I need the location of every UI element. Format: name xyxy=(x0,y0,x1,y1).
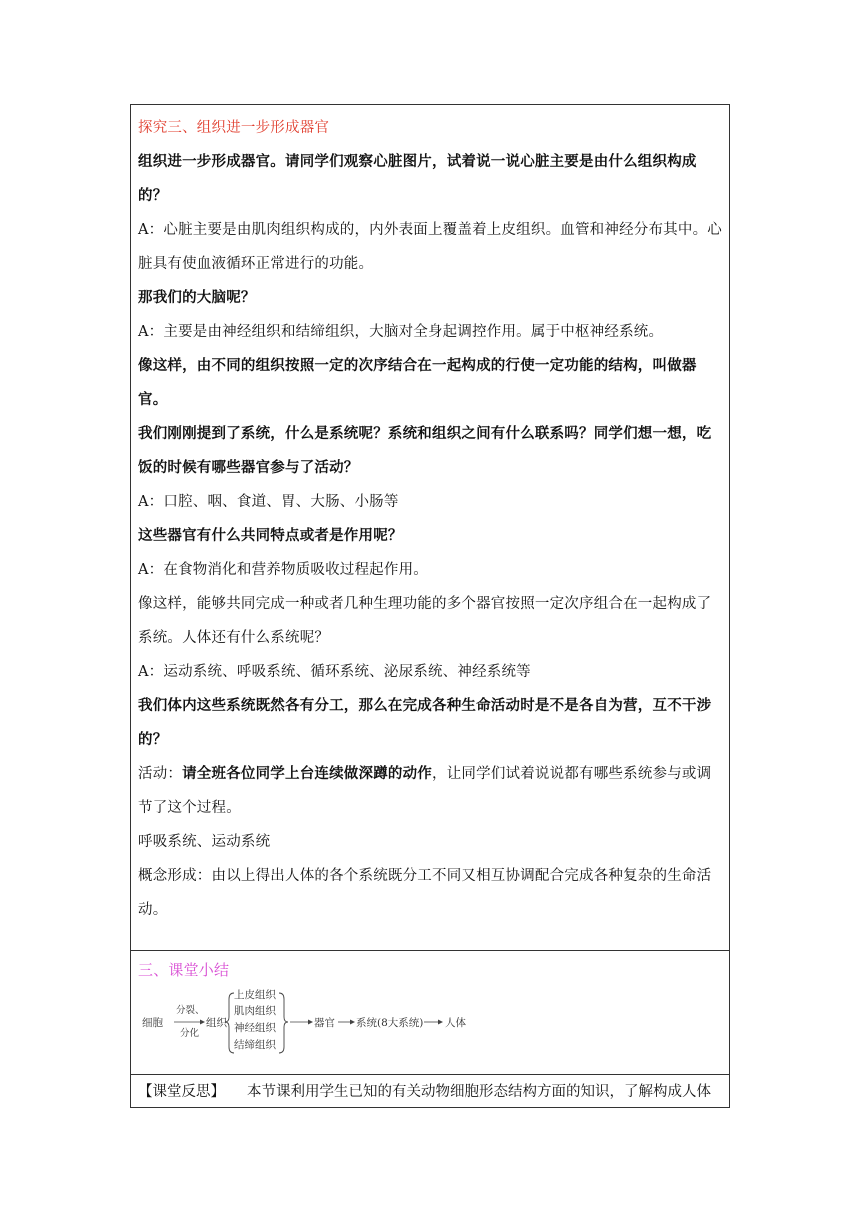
definition-paragraph: 像这样，能够共同完成一种或者几种生理功能的多个器官按照一定次序组合在一起构成了系统。人体还有什么系统呢？ xyxy=(138,596,712,646)
question-paragraph: 这些器官有什么共同特点或者是作用呢？ xyxy=(138,527,403,544)
activity-prefix: 活动： xyxy=(138,766,183,782)
reflection-tag: 【课堂反思】 xyxy=(138,1084,225,1100)
hierarchy-diagram xyxy=(138,987,723,1067)
answer-paragraph: A：心脏主要是由肌肉组织构成的，内外表面上覆盖着上皮组织。血管和神经分布其中。心脏具有使血液循环正常进行的功能。 xyxy=(138,222,722,272)
diagram-tissue-type: 上皮组织 xyxy=(234,989,276,1001)
diagram-tissue: 组织 xyxy=(206,1017,227,1029)
answer-paragraph: A：在食物消化和营养物质吸收过程起作用。 xyxy=(138,562,428,578)
question-paragraph: 那我们的大脑呢？ xyxy=(138,289,256,306)
diagram-tissue-type: 肌肉组织 xyxy=(234,1005,276,1017)
reflection-text: 本节课利用学生已知的有关动物细胞形态结构方面的知识，了解构成人体 xyxy=(247,1084,711,1100)
answer-paragraph: A：主要是由神经组织和结缔组织，大脑对全身起调控作用。属于中枢神经系统。 xyxy=(138,324,664,340)
diagram-arrow-bottom: 分化 xyxy=(180,1028,200,1039)
question-paragraph: 我们刚刚提到了系统，什么是系统呢？系统和组织之间有什么联系吗？同学们想一想，吃饭的时候有哪些器官参与了活动？ xyxy=(138,425,712,476)
diagram-arrow-top: 分裂、 xyxy=(176,1005,205,1016)
diagram-body: 人体 xyxy=(445,1017,466,1029)
explore-section xyxy=(131,105,729,951)
answer-paragraph: A：口腔、咽、食道、胃、大肠、小肠等 xyxy=(138,494,399,510)
reflection-row xyxy=(138,1081,723,1103)
question-paragraph: 组织进一步形成器官。请同学们观察心脏图片，试着说一说心脏主要是由什么组织构成的？ xyxy=(138,153,697,204)
summary-section xyxy=(131,951,729,1075)
section-heading: 探究三、组织进一步形成器官 xyxy=(138,120,330,136)
diagram-cell: 细胞 xyxy=(142,1017,163,1029)
answer-paragraph: A：运动系统、呼吸系统、循环系统、泌尿系统、神经系统等 xyxy=(138,664,531,680)
answer-paragraph: 呼吸系统、运动系统 xyxy=(138,834,271,850)
definition-paragraph: 像这样，由不同的组织按照一定的次序结合在一起构成的行使一定功能的结构，叫做器官。 xyxy=(138,357,697,408)
question-paragraph: 我们体内这些系统既然各有分工，那么在完成各种生命活动时是不是各自为营，互不干涉的？ xyxy=(138,697,712,748)
activity-rest: ，让同学们试着说说都有哪些系统参与或调节了这个过程。 xyxy=(138,766,712,816)
diagram-organ: 器官 xyxy=(314,1017,335,1029)
activity-instruction: 请全班各位同学上台连续做深蹲的动作 xyxy=(182,765,433,782)
lesson-table xyxy=(130,104,730,1108)
diagram-system: 系统(8大系统) xyxy=(356,1017,424,1029)
activity-paragraph xyxy=(138,757,723,825)
diagram-tissue-type: 神经组织 xyxy=(234,1022,276,1034)
summary-heading: 三、课堂小结 xyxy=(138,961,230,979)
concept-paragraph: 概念形成：由以上得出人体的各个系统既分工不同又相互协调配合完成各种复杂的生命活动。 xyxy=(138,868,712,918)
reflection-section xyxy=(131,1075,729,1107)
diagram-tissue-type: 结缔组织 xyxy=(234,1039,276,1051)
